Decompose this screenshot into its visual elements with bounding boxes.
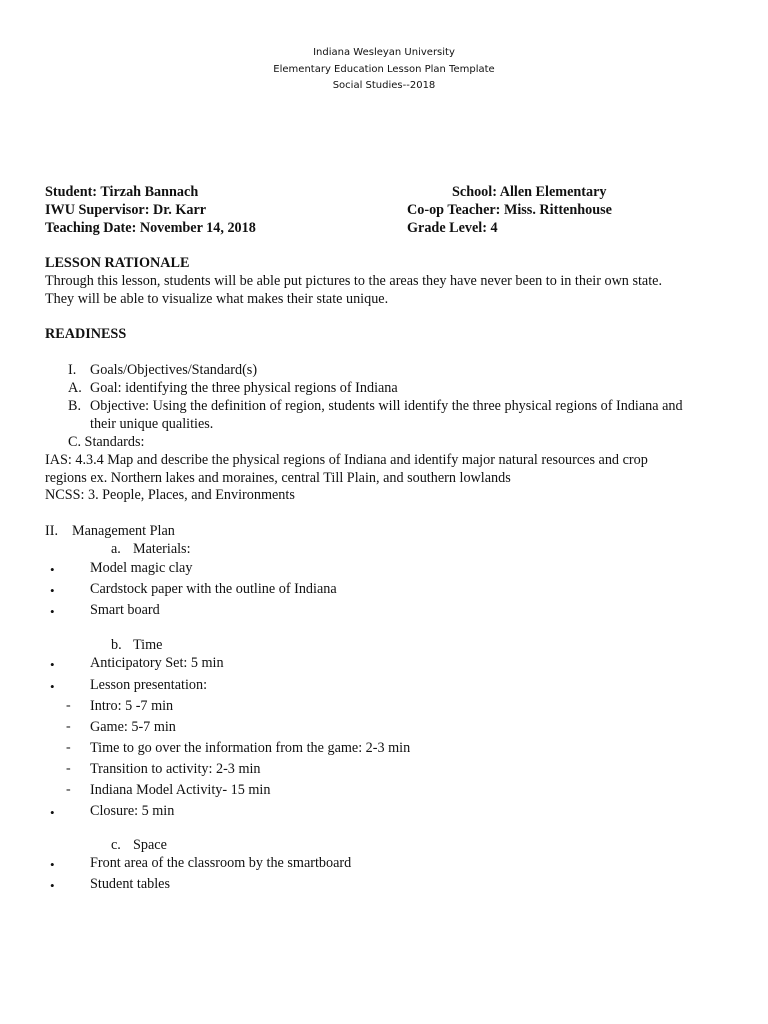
- section-1-number: I.: [68, 362, 77, 378]
- section-2-number: II.: [45, 523, 58, 539]
- dash-marker: -: [66, 698, 71, 713]
- time-item: Indiana Model Activity- 15 min: [90, 782, 271, 798]
- time-item: Intro: 5 -7 min: [90, 698, 174, 714]
- dash-marker: -: [66, 719, 71, 734]
- dash-marker: -: [66, 761, 71, 776]
- time-item: Time to go over the information from the game: 2-3 min: [90, 740, 411, 756]
- ias-standard-line1: IAS: 4.3.4 Map and describe the physical regions of Indiana and identify major natural resources and crop: [45, 452, 648, 468]
- time-title: Time: [133, 637, 163, 653]
- bullet-icon: •: [50, 857, 55, 872]
- coop-teacher: Co-op Teacher: Miss. Rittenhouse: [407, 202, 612, 218]
- rationale-text-line2: They will be able to visualize what makes their state unique.: [45, 291, 389, 307]
- iwu-supervisor: IWU Supervisor: Dr. Karr: [45, 202, 207, 218]
- bullet-icon: •: [50, 604, 55, 619]
- materials-item: Smart board: [90, 602, 160, 618]
- standards-label: C. Standards:: [68, 434, 145, 450]
- objective-label: B.: [68, 398, 82, 414]
- space-label: c.: [111, 837, 121, 853]
- section-2-title: Management Plan: [72, 523, 175, 539]
- dash-marker: -: [66, 782, 71, 797]
- bullet-icon: •: [50, 805, 55, 820]
- readiness-heading: READINESS: [45, 326, 127, 342]
- materials-item: Cardstock paper with the outline of Indiana: [90, 581, 337, 597]
- teaching-date: Teaching Date: November 14, 2018: [45, 220, 256, 236]
- header-university: Indiana Wesleyan University: [313, 47, 455, 58]
- dash-marker: -: [66, 740, 71, 755]
- materials-label: a.: [111, 541, 121, 557]
- time-item: Closure: 5 min: [90, 803, 175, 819]
- time-item: Transition to activity: 2-3 min: [90, 761, 261, 777]
- bullet-icon: •: [50, 657, 55, 672]
- materials-item: Model magic clay: [90, 560, 193, 576]
- objective-text-line1: Objective: Using the definition of region, students will identify the three physical regions of Indiana and: [90, 398, 683, 414]
- time-item: Anticipatory Set: 5 min: [90, 655, 224, 671]
- ncss-standard: NCSS: 3. People, Places, and Environments: [45, 487, 295, 503]
- bullet-icon: •: [50, 679, 55, 694]
- materials-title: Materials:: [133, 541, 191, 557]
- space-item: Front area of the classroom by the smartboard: [90, 855, 352, 871]
- time-item: Lesson presentation:: [90, 677, 208, 693]
- rationale-text-line1: Through this lesson, students will be able put pictures to the areas they have never been to in their own state.: [45, 273, 662, 289]
- space-item: Student tables: [90, 876, 170, 892]
- grade-level: Grade Level: 4: [407, 220, 498, 236]
- lesson-rationale-heading: LESSON RATIONALE: [45, 255, 190, 271]
- header-template-title: Elementary Education Lesson Plan Template: [273, 64, 495, 75]
- header-subject: Social Studies--2018: [332, 80, 436, 91]
- ias-standard-line2: regions ex. Northern lakes and moraines, central Till Plain, and southern lowlands: [45, 470, 511, 486]
- time-item: Game: 5-7 min: [90, 719, 176, 735]
- time-label: b.: [111, 637, 122, 653]
- goal-text: Goal: identifying the three physical regions of Indiana: [90, 380, 398, 396]
- bullet-icon: •: [50, 562, 55, 577]
- objective-text-line2: their unique qualities.: [90, 416, 214, 432]
- bullet-icon: •: [50, 583, 55, 598]
- student-name: Student: Tirzah Bannach: [45, 184, 199, 200]
- goal-label: A.: [68, 380, 82, 396]
- bullet-icon: •: [50, 878, 55, 893]
- space-title: Space: [133, 837, 167, 853]
- school-name: School: Allen Elementary: [452, 184, 607, 200]
- section-1-title: Goals/Objectives/Standard(s): [90, 362, 258, 378]
